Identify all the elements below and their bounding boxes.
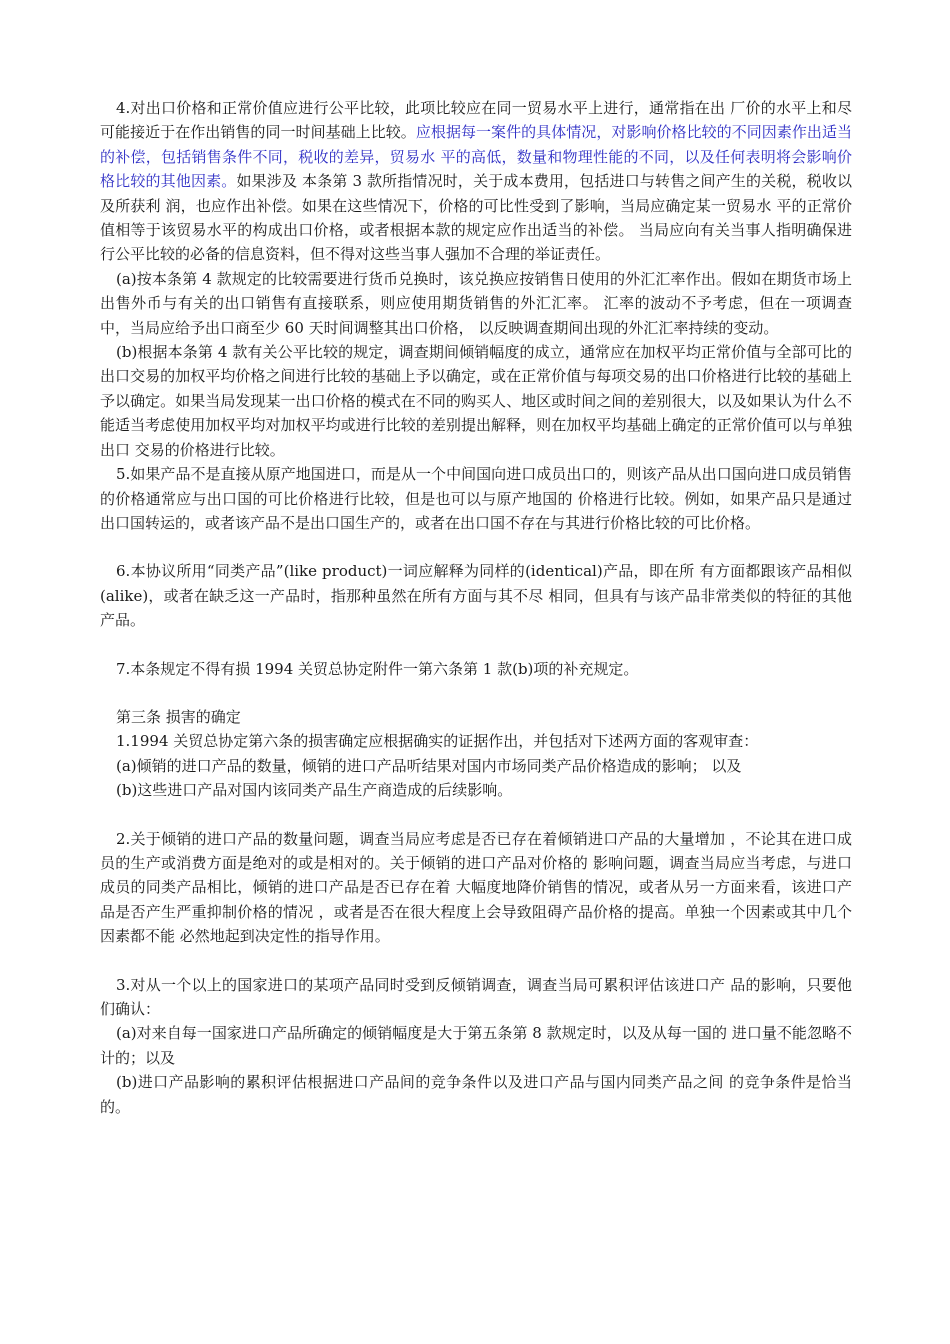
spacer <box>100 535 852 559</box>
spacer <box>100 803 852 827</box>
paragraph-4a: (a)按本条第 4 款规定的比较需要进行货币兑换时，该兑换应按销售日使用的外汇汇率作出。假如在期货市场上出售外币与有关的出口销售有直接联系，则应使用期货销售的外汇汇率。 汇率的波动不予考虑，但在一项调查中，当局应给予出口商至少 60 天时间调整其出口价格， 以反映调查期间出现的外汇汇率持续的变动。 <box>100 269 852 337</box>
article-3-paragraph-1: 1.1994 关贸总协定第六条的损害确定应根据确实的证据作出，并包括对下述两方面的客观审查： <box>116 732 759 751</box>
spacer <box>100 681 852 705</box>
paragraph-4-text-a: 4.对出口价格和正常价值应进行公平比较，此项比较应在同一贸易水平上进行，通常指在出 厂价的水平上和尽可能接近于在作出销售的同一时间基础上比较。 <box>100 99 852 142</box>
article-3-paragraph-3b: (b)进口产品影响的累积评估根据进口产品间的竞争条件以及进口产品与国内同类产品之间 的竞争条件是恰当的。 <box>100 1073 852 1116</box>
spacer <box>100 949 852 973</box>
article-3-paragraph-2: 2.关于倾销的进口产品的数量问题，调查当局应考虑是否已存在着倾销进口产品的大量增加 ，不论其在进口成员的生产或消费方面是绝对的或是相对的。关于倾销的进口产品对价格的 影响问题，调查当局应当考虑，与进口成员的同类产品相比，倾销的进口产品是否已存在着 大幅度地降价销售的情况，或者从另一方面来看，该进口产品是否产生严重抑制价格的情况 ，或者是否在很大程度上会导致阻碍产品价格的提高。单独一个因素或其中几个因素都不能 必然地起到决定性的指导作用。 <box>100 829 852 946</box>
paragraph-4b: (b)根据本条第 4 款有关公平比较的规定，调查期间倾销幅度的成立，通常应在加权平均正常价值与全部可比的出口交易的加权平均价格之间进行比较的基础上予以确定，或在正常价值与每项交易的出口价格进行比较的基础上予以确定。如果当局发现某一出口价格的模式在不同的购买人、地区或时间之间的差别很大，以及如果认为什么不能适当考虑使用加权平均对加权平均或进行比较的差别提出解释，则在加权平均基础上确定的正常价值可以与单独出口 交易的价格进行比较。 <box>100 343 852 459</box>
document-page <box>100 96 852 1119</box>
spacer <box>100 633 852 657</box>
paragraph-4-highlight: 应根据每一案件的具体情况，对影响价格比较的不同因素作出适当的补偿，包括销售条件不同，税收的差异，贸易水 平的高低，数量和物理性能的不同，以及任何表明将会影响价格比较的其他因素。 <box>100 123 852 191</box>
paragraph-4 <box>100 96 852 267</box>
article-3-paragraph-1a: (a)倾销的进口产品的数量，倾销的进口产品听结果对国内市场同类产品价格造成的影响； 以及 <box>116 756 742 775</box>
paragraph-7: 7.本条规定不得有损 1994 关贸总协定附件一第六条第 1 款(b)项的补充规定。 <box>116 659 639 678</box>
article-3-paragraph-1b: (b)这些进口产品对国内该同类产品生产商造成的后续影响。 <box>116 781 513 800</box>
article-3-paragraph-3: 3.对从一个以上的国家进口的某项产品同时受到反倾销调查，调查当局可累积评估该进口产 品的影响，只要他们确认： <box>100 975 852 1018</box>
article-3-heading: 第三条 损害的确定 <box>116 707 241 726</box>
article-3-paragraph-3a: (a)对来自每一国家进口产品所确定的倾销幅度是大于第五条第 8 款规定时，以及从每一国的 进口量不能忽略不计的；以及 <box>100 1024 852 1067</box>
paragraph-6: 6.本协议所用“同类产品”(like product)一词应解释为同样的(identical)产品，即在所 有方面都跟该产品相似(alike)，或者在缺乏这一产品时，指那种虽然在所有方面与其不尽 相同，但具有与该产品非常类似的特征的其他产品。 <box>100 562 852 630</box>
paragraph-5: 5.如果产品不是直接从原产地国进口，而是从一个中间国向进口成员出口的，则该产品从出口国向进口成员销售的价格通常应与出口国的可比价格进行比较，但是也可以与原产地国的 价格进行比较。例如，如果产品只是通过出口国转运的，或者该产品不是出口国生产的，或者在出口国不存在与其进行价格比较的可比价格。 <box>100 465 852 532</box>
paragraph-4-text-b: 如果涉及 本条第 3 款所指情况时，关于成本费用，包括进口与转售之间产生的关税，税收以及所获利 润，也应作出补偿。如果在这些情况下，价格的可比性受到了影响，当局应确定某一贸易水 平的正常价值相等于该贸易水平的构成出口价格，或者根据本款的规定应作出适当的补偿。 当局应向有关当事人指明确保进行公平比较的必备的信息资料，但不得对这些当事人强加不合理的举证责任。 <box>100 172 852 264</box>
